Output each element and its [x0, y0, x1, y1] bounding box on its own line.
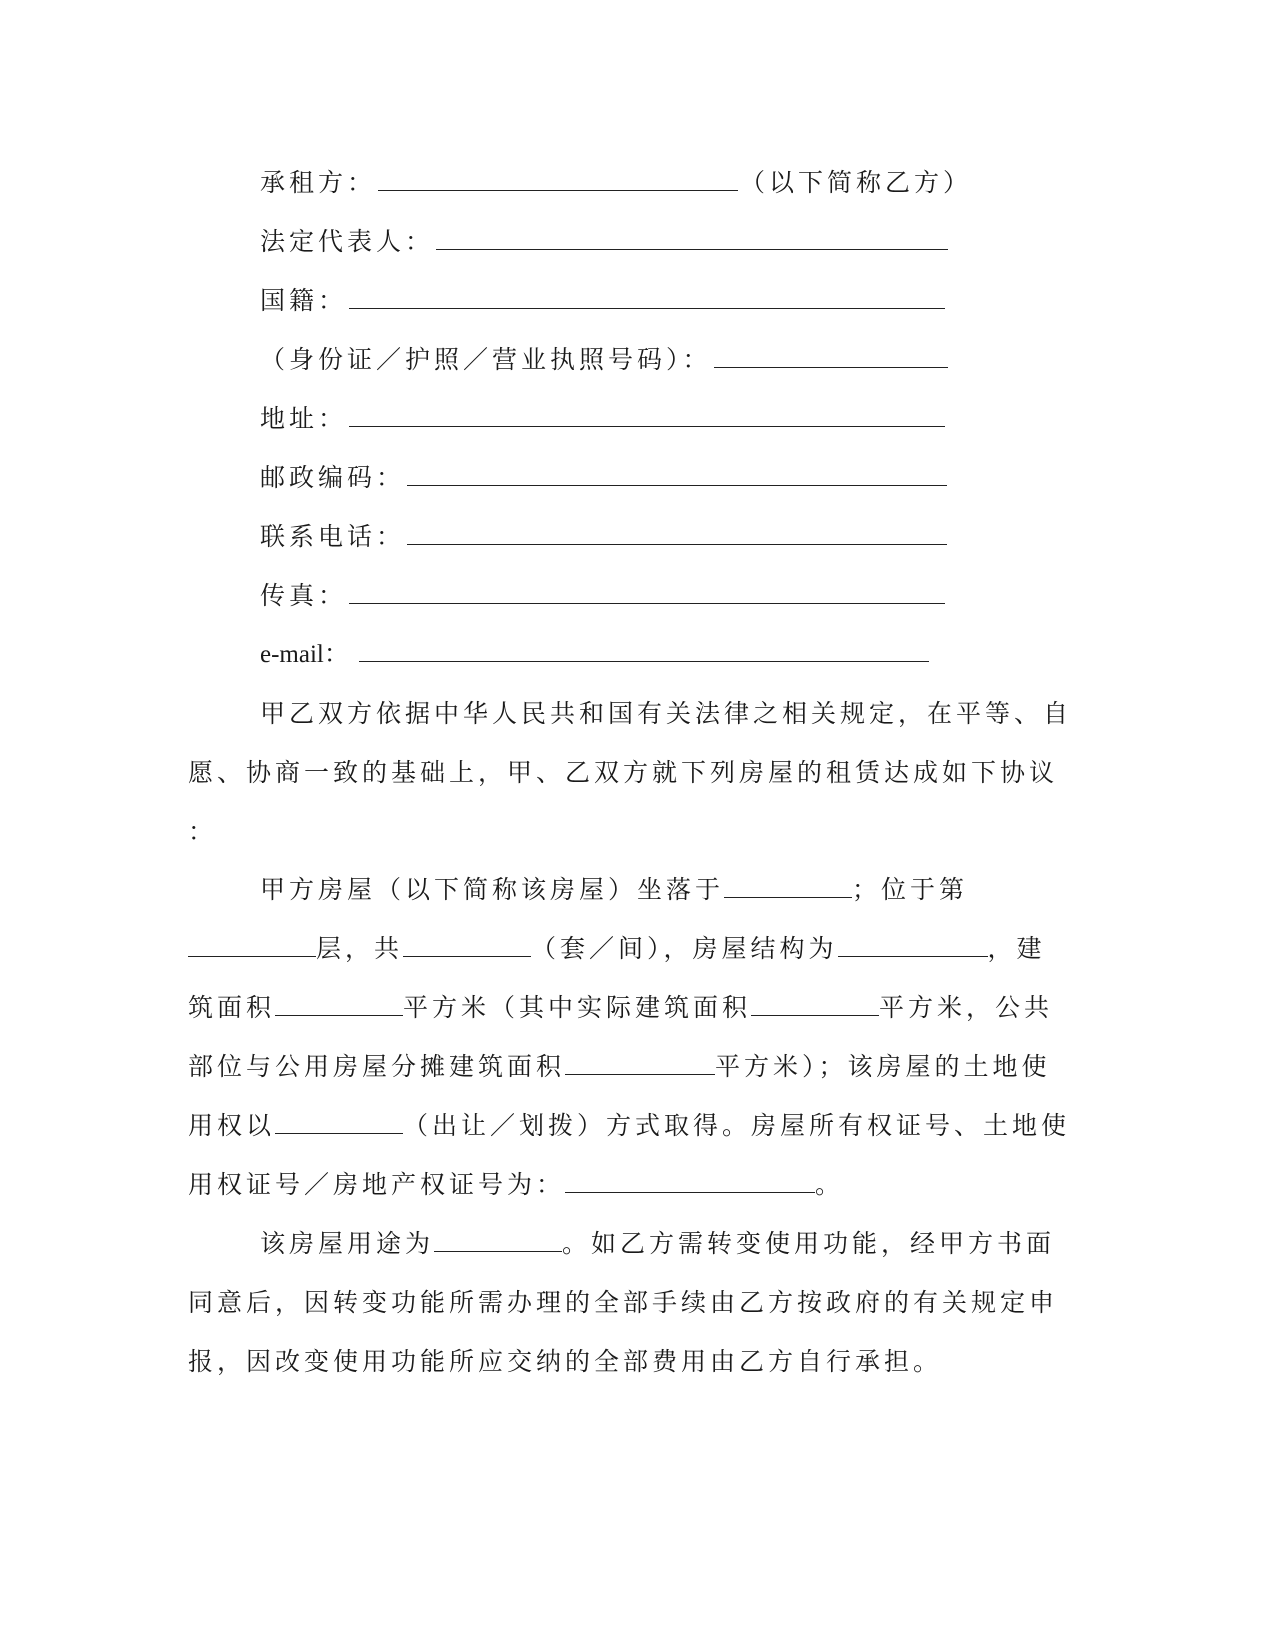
property-shared-area-label: 部位与公用房屋分摊建筑面积 — [188, 1052, 566, 1081]
usage-blank[interactable] — [434, 1233, 562, 1252]
property-build-label: ，建 — [987, 934, 1046, 963]
nationality-blank[interactable] — [349, 290, 945, 309]
shared-area-blank[interactable] — [565, 1056, 715, 1075]
property-land-right-label: 用权以 — [188, 1111, 276, 1140]
actual-area-blank[interactable] — [751, 997, 879, 1016]
legal-rep-blank[interactable] — [436, 231, 948, 250]
property-line-4 — [188, 1054, 1051, 1079]
property-line-3 — [188, 995, 1053, 1020]
address-blank[interactable] — [349, 408, 945, 427]
address-label: 地址： — [260, 404, 348, 433]
postal-code-label: 邮政编码： — [260, 463, 406, 492]
email-label: e-mail： — [260, 641, 349, 668]
property-cert-label: （出让／划拨）方式取得。房屋所有权证号、土地使 — [403, 1111, 1071, 1140]
id-number-row — [260, 347, 950, 372]
lessee-label: 承租方： — [260, 168, 377, 197]
intro-line-1: 甲乙双方依据中华人民共和国有关法律之相关规定，在平等、自 — [260, 699, 1073, 728]
location-blank[interactable] — [724, 879, 852, 898]
property-actual-area-label: 平方米（其中实际建筑面积 — [403, 993, 752, 1022]
usage-line-2: 同意后，因转变功能所需办理的全部手续由乙方按政府的有关规定申 — [188, 1288, 1059, 1317]
email-row — [260, 642, 931, 667]
fax-blank[interactable] — [349, 585, 945, 604]
usage-change-text: 。如乙方需转变使用功能，经甲方书面 — [562, 1229, 1056, 1258]
property-total-label: 层，共 — [316, 934, 404, 963]
id-number-blank[interactable] — [714, 349, 948, 368]
intro-line-3: ： — [188, 817, 218, 846]
usage-label: 该房屋用途为 — [260, 1229, 435, 1258]
legal-rep-label: 法定代表人： — [260, 227, 435, 256]
property-public-label: 平方米，公共 — [879, 993, 1054, 1022]
property-line-6 — [188, 1172, 844, 1197]
property-area-label: 筑面积 — [188, 993, 276, 1022]
property-land-use-label: 平方米）；该房屋的土地使 — [715, 1052, 1051, 1081]
nationality-row — [260, 288, 947, 313]
intro-line-2: 愿、协商一致的基础上，甲、乙双方就下列房屋的租赁达成如下协议 — [188, 758, 1059, 787]
usage-line-3: 报，因改变使用功能所应交纳的全部费用由乙方自行承担。 — [188, 1347, 943, 1376]
fax-row — [260, 583, 947, 608]
lessee-suffix: （以下简称乙方） — [740, 168, 973, 197]
postal-code-blank[interactable] — [407, 467, 947, 486]
id-number-label: （身份证／护照／营业执照号码）： — [260, 345, 712, 374]
lessee-row — [260, 170, 972, 195]
postal-code-row — [260, 465, 949, 490]
property-line-2 — [188, 936, 1046, 961]
property-location-label: 甲方房屋（以下简称该房屋）坐落于 — [260, 875, 725, 904]
property-line-1 — [260, 877, 968, 902]
lessee-blank[interactable] — [378, 172, 738, 191]
property-floor-label: ；位于第 — [852, 875, 969, 904]
area-blank[interactable] — [275, 997, 403, 1016]
email-blank[interactable] — [359, 643, 929, 662]
phone-label: 联系电话： — [260, 522, 406, 551]
cert-number-blank[interactable] — [565, 1174, 815, 1193]
property-period: 。 — [815, 1170, 845, 1199]
property-line-5 — [188, 1113, 1070, 1138]
property-cert-number-label: 用权证号／房地产权证号为： — [188, 1170, 566, 1199]
address-row — [260, 406, 947, 431]
fax-label: 传真： — [260, 581, 348, 610]
property-structure-label: （套／间），房屋结构为 — [531, 934, 838, 963]
units-blank[interactable] — [403, 938, 531, 957]
land-method-blank[interactable] — [275, 1115, 403, 1134]
phone-blank[interactable] — [407, 526, 947, 545]
legal-rep-row — [260, 229, 950, 254]
usage-line-1 — [260, 1231, 1055, 1256]
floor-blank[interactable] — [188, 938, 316, 957]
structure-blank[interactable] — [838, 938, 988, 957]
phone-row — [260, 524, 949, 549]
nationality-label: 国籍： — [260, 286, 348, 315]
